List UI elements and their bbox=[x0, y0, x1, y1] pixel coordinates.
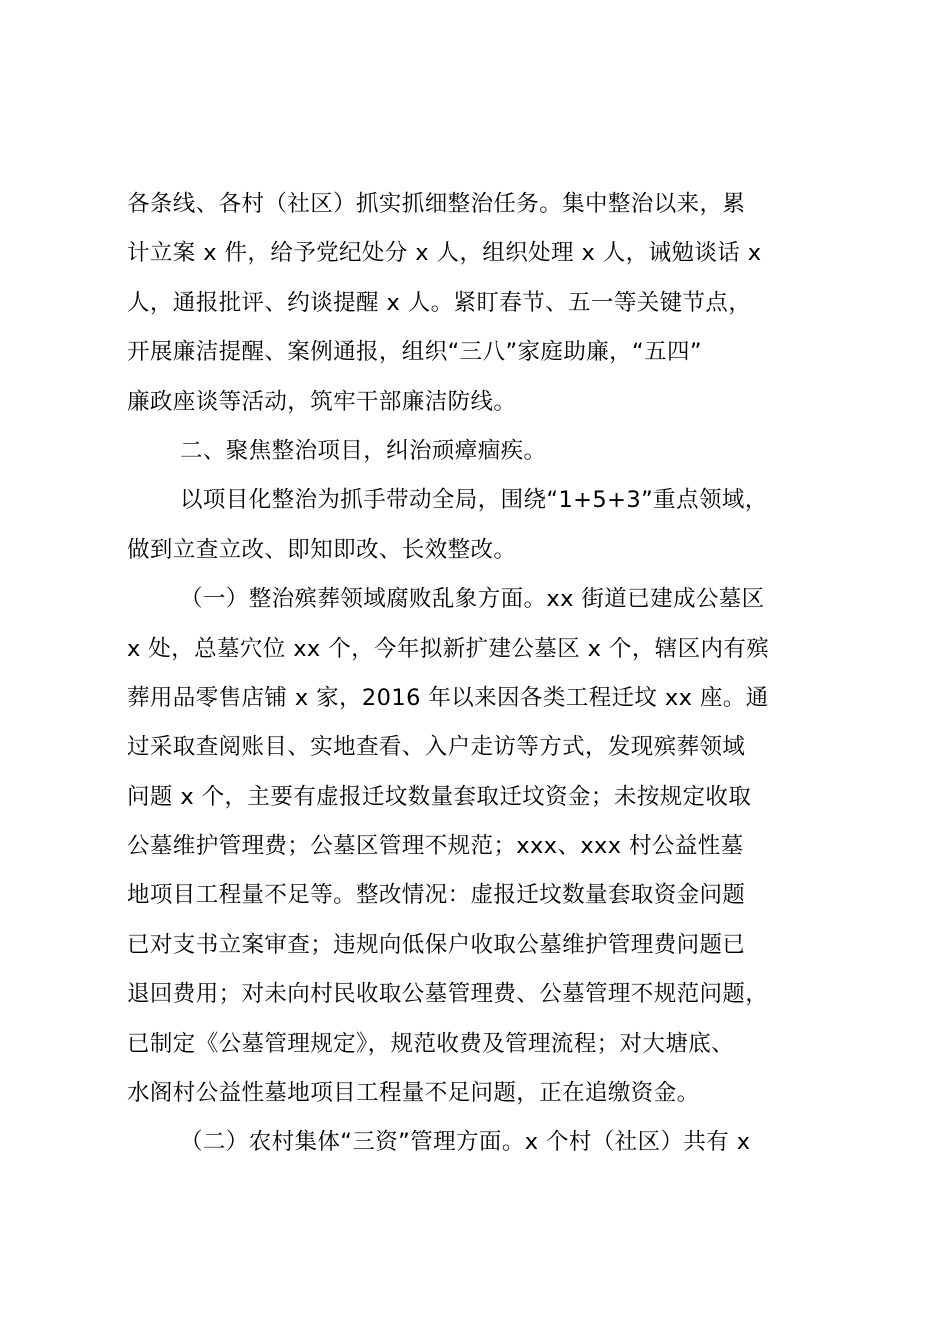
text-line: 问题 x 个，主要有虚报迁坟数量套取迁坟资金；未按规定收取 bbox=[127, 783, 752, 810]
subsection-line: （二）农村集体“三资”管理方面。x 个村（社区）共有 x bbox=[180, 1129, 751, 1156]
text-line: 计立案 x 件，给予党纪处分 x 人，组织处理 x 人，诫勉谈话 x bbox=[127, 240, 762, 267]
document-body bbox=[127, 180, 827, 1168]
text-line: 水阁村公益性墓地项目工程量不足问题，正在追缴资金。 bbox=[127, 1080, 700, 1107]
subsection-line: （一）整治殡葬领域腐败乱象方面。xx 街道已建成公墓区 bbox=[180, 586, 765, 613]
text-line: 以项目化整治为抓手带动全局，围绕“1+5+3”重点领域， bbox=[180, 487, 768, 514]
text-line: x 处，总墓穴位 xx 个，今年拟新扩建公墓区 x 个，辖区内有殡 bbox=[127, 635, 770, 662]
text-line: 退回费用；对未向村民收取公墓管理费、公墓管理不规范问题， bbox=[127, 981, 769, 1008]
section-heading: 二、聚焦整治项目，纠治顽瘴痼疾。 bbox=[180, 437, 547, 464]
text-line: 已制定《公墓管理规定》，规范收费及管理流程；对大塘底、 bbox=[127, 1030, 735, 1057]
text-line: 公墓维护管理费；公墓区管理不规范；xxx、xxx 村公益性墓 bbox=[127, 833, 744, 860]
text-line: 葬用品零售店铺 x 家，2016 年以来因各类工程迁坟 xx 座。通 bbox=[127, 684, 769, 711]
text-line: 各条线、各村（社区）抓实抓细整治任务。集中整治以来，累 bbox=[127, 191, 746, 217]
text-line: 人，通报批评、约谈提醒 x 人。紧盯春节、五一等关键节点， bbox=[127, 289, 752, 316]
text-line: 开展廉洁提醒、案例通报，组织“三八”家庭助廉，“五四” bbox=[127, 339, 702, 366]
text-line: 地项目工程量不足等。整改情况：虚报迁坟数量套取资金问题 bbox=[127, 882, 746, 909]
text-line: 廉政座谈等活动，筑牢干部廉洁防线。 bbox=[127, 388, 517, 415]
text-line: 过采取查阅账目、实地查看、入户走访等方式，发现殡葬领域 bbox=[127, 734, 746, 761]
text-line: 已对支书立案审查；违规向低保户收取公墓维护管理费问题已 bbox=[127, 931, 746, 958]
text-line: 做到立查立改、即知即改、长效整改。 bbox=[127, 536, 517, 563]
